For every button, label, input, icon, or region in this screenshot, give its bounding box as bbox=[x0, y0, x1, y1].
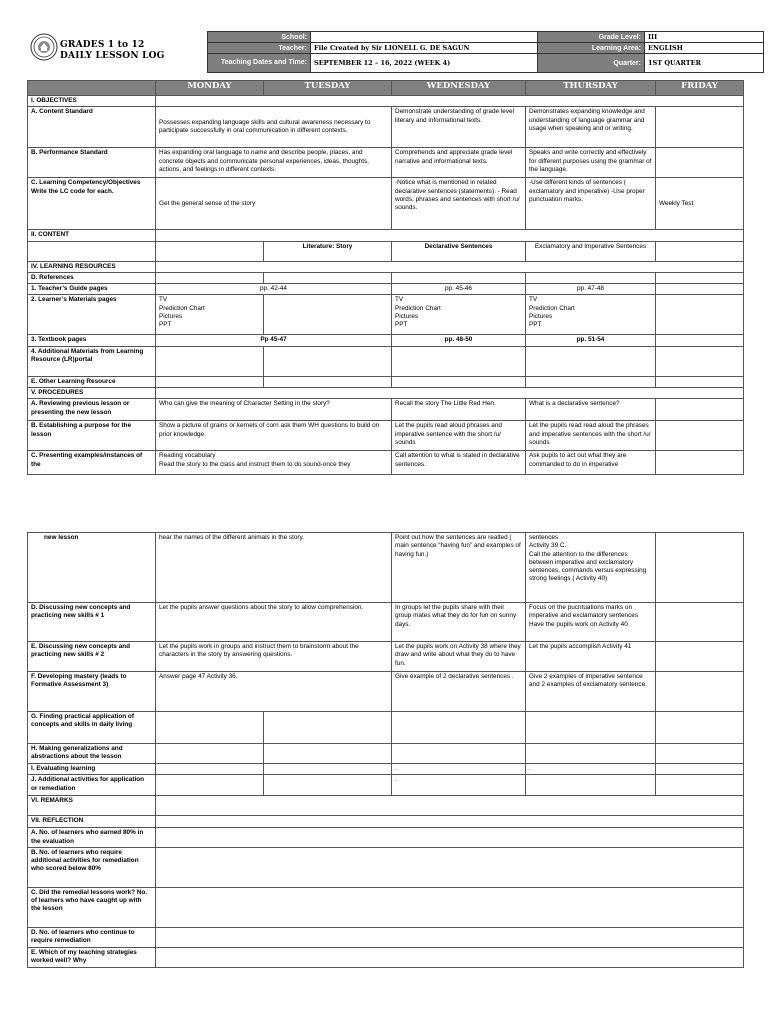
learning-competency-fri: Weekly Test bbox=[656, 178, 744, 230]
textbook-pages-label: 3. Textbook pages bbox=[28, 335, 156, 346]
table-row bbox=[28, 230, 744, 241]
content-standard-wed: Demonstrate understanding of grade level literary and informational texts. bbox=[392, 107, 526, 148]
procedure-f-mon: Answer page 47 Activity 36. bbox=[156, 672, 392, 712]
references-label: D. References bbox=[28, 272, 156, 283]
table-row bbox=[28, 816, 744, 828]
procedure-d-wed: In groups let the pupils share with their group mates what they do for fun on sunny days. bbox=[392, 603, 526, 642]
day-tuesday: TUESDAY bbox=[264, 81, 392, 96]
table-row bbox=[28, 887, 744, 927]
procedure-f-thu: Give 2 examples of imperative sentence and 2 examples of exclamatory sentence. bbox=[526, 672, 656, 712]
procedure-c-thu: Ask pupils to act out what they are commanded to do in imperative bbox=[526, 451, 656, 475]
learning-competency-mon: Get the general sense of the story bbox=[156, 178, 392, 230]
procedure-a-thu: What is a declarative sentence? bbox=[526, 399, 656, 421]
procedure-b-mon: Show a picture of grains or kernels of corn ask them WH questions to build on prior knowledge. bbox=[156, 421, 392, 451]
deped-seal-icon bbox=[30, 33, 58, 61]
table-row bbox=[28, 672, 744, 712]
new-lesson-wed: Point out how the sentences are realted ( main sentence “having fun” and examples of having fun.) bbox=[392, 533, 526, 603]
objectives-heading: I. OBJECTIVES bbox=[28, 96, 156, 107]
table-row bbox=[28, 642, 744, 672]
brand-title bbox=[60, 40, 165, 62]
procedure-e-wed: Let the pupils work on Activity 38 where they draw and write about what they do to have fun. bbox=[392, 642, 526, 672]
table-row bbox=[28, 451, 744, 475]
learners-materials-label: 2. Learner’s Materials pages bbox=[28, 295, 156, 335]
learning-competency-wed: -Notice what is mentioned in related declarative sentences (statements). - Read words, phrases and sentences with short /u/ sounds. bbox=[392, 178, 526, 230]
quarter-label: Quarter: bbox=[538, 54, 645, 73]
procedure-a-mon: Who can give the meaning of Character Setting in the story? bbox=[156, 399, 392, 421]
textbook-pages-thu: pp. 51-54 bbox=[526, 335, 656, 346]
remarks-heading: VI. REMARKS bbox=[28, 796, 156, 816]
procedure-f-wed: Give example of 2 declarative sentences . bbox=[392, 672, 526, 712]
procedure-d-label: D. Discussing new concepts and practicing new skills # 1 bbox=[28, 603, 156, 642]
table-row bbox=[28, 927, 744, 947]
table-row bbox=[28, 764, 744, 775]
procedure-h-label: H. Making generalizations and abstractions about the lesson bbox=[28, 744, 156, 764]
new-lesson-label: new lesson bbox=[28, 533, 156, 603]
learners-materials-thu: TV Prediction Chart Pictures PPT bbox=[526, 295, 656, 335]
grade-level-label: Grade Level: bbox=[538, 32, 645, 43]
textbook-pages-mon-tue: Pp 45-47 bbox=[156, 335, 392, 346]
reflection-a-label: A. No. of learners who earned 80% in the evaluation bbox=[28, 828, 156, 848]
new-lesson-thu: sentences Activity 39 C. Call the attention to the differences between imperative and exclamatory sentences, commands versus expressing strong feelings ( Activity 40) bbox=[526, 533, 656, 603]
procedure-b-thu: Let the pupils read read aloud the phrases and imperative sentences with the short /u/ sounds bbox=[526, 421, 656, 451]
lesson-log-table-page-1 bbox=[27, 80, 744, 475]
teachers-guide-wed: pp. 45-46 bbox=[392, 284, 526, 295]
procedure-i-wed: . bbox=[392, 764, 526, 775]
procedure-c-label: C. Presenting examples/instances of the bbox=[28, 451, 156, 475]
brand-line-1: GRADES 1 to 12 bbox=[60, 40, 145, 50]
procedure-g-label: G. Finding practical application of concepts and skills in daily living bbox=[28, 712, 156, 744]
content-standard-label: A. Content Standard bbox=[28, 107, 156, 148]
learning-area-value: ENGLISH bbox=[645, 43, 764, 54]
procedure-f-label: F. Developing mastery (leads to Formative Assessment 3) bbox=[28, 672, 156, 712]
other-learning-resource-label: E. Other Learning Resource bbox=[28, 376, 156, 387]
table-row bbox=[28, 796, 744, 816]
textbook-pages-wed: pp. 48-50 bbox=[392, 335, 526, 346]
procedure-d-mon: Let the pupils answer questions about the story to allow comprehension. bbox=[156, 603, 392, 642]
day-monday: MONDAY bbox=[156, 81, 264, 96]
performance-standard-label: B. Performance Standard bbox=[28, 148, 156, 178]
procedure-c-mon: Reading vocabulary Read the story to the class and instruct them to do sound-once they bbox=[156, 451, 392, 475]
table-row bbox=[28, 241, 744, 261]
day-friday: FRIDAY bbox=[656, 81, 744, 96]
table-row bbox=[28, 148, 744, 178]
school-value bbox=[311, 32, 538, 43]
quarter-value: 1ST QUARTER bbox=[645, 54, 764, 73]
table-row bbox=[28, 603, 744, 642]
lesson-log-table-page-2 bbox=[27, 532, 744, 968]
performance-standard-mon: Has expanding oral language to name and describe people, places, and concrete objects and communicate personal experiences, ideas, thoughts, actions, and feelings in different contexts. bbox=[156, 148, 392, 178]
table-row bbox=[28, 335, 744, 346]
content-standard-thu: Demonstrates expanding knowledge and understanding of language grammar and usage when speaking and or writing. bbox=[526, 107, 656, 148]
procedure-e-mon: Let the pupils work in groups and instruct them to brainstorm about the characters in the story by answering questions. bbox=[156, 642, 392, 672]
content-thu: Exclamatory and Imperative Sentences bbox=[526, 241, 656, 261]
table-row bbox=[28, 421, 744, 451]
procedure-j-wed: . bbox=[392, 775, 526, 796]
content-heading: II. CONTENT bbox=[28, 230, 156, 241]
new-lesson-mon: hear the names of the different animals in the story. bbox=[156, 533, 392, 603]
day-thursday: THURSDAY bbox=[526, 81, 656, 96]
teacher-label: Teacher: bbox=[208, 43, 311, 54]
table-row bbox=[28, 775, 744, 796]
table-row bbox=[28, 96, 744, 107]
table-row bbox=[28, 376, 744, 387]
procedure-d-thu: Focus on the pucntuations marks on imperative and exclamatory sentences Have the pupils work on Activity 40 bbox=[526, 603, 656, 642]
procedure-e-label: E. Discussing new concepts and practicing new skills # 2 bbox=[28, 642, 156, 672]
performance-standard-thu: Speaks and write correctly and effectively for different purposes using the grammar of the language. bbox=[526, 148, 656, 178]
procedure-b-label: B. Establishing a purpose for the lesson bbox=[28, 421, 156, 451]
additional-materials-label: 4. Additional Materials from Learning Resource (LR)portal bbox=[28, 346, 156, 376]
procedure-c-wed: Call attention to what is stated in declarative sentences. bbox=[392, 451, 526, 475]
table-row bbox=[28, 533, 744, 603]
reflection-c-label: C. Did the remedial lessons work? No. of learners who have caught up with the lesson bbox=[28, 887, 156, 927]
brand-line-2: DAILY LESSON LOG bbox=[60, 51, 165, 61]
procedure-a-wed: Recall the story The Little Red Hen. bbox=[392, 399, 526, 421]
learning-area-label: Learning Area: bbox=[538, 43, 645, 54]
school-label: School: bbox=[208, 32, 311, 43]
reflection-e-label: E. Which of my teaching strategies worked well? Why bbox=[28, 947, 156, 967]
learners-materials-mon: TV Prediction Chart Pictures PPT bbox=[156, 295, 264, 335]
table-row bbox=[28, 107, 744, 148]
procedure-b-wed: Let the pupils read aloud phrases and imperative sentence with the short /u/ sounds bbox=[392, 421, 526, 451]
learning-competency-thu: -Use different kinds of sentences ( exclamatory and imperative) -Use proper punctuation marks. bbox=[526, 178, 656, 230]
procedure-a-label: A. Reviewing previous lesson or presenting the new lesson bbox=[28, 399, 156, 421]
table-row bbox=[28, 947, 744, 967]
learning-competency-label: C. Learning Competency/Objectives Write the LC code for each. bbox=[28, 178, 156, 230]
table-row bbox=[28, 284, 744, 295]
performance-standard-wed: Comprehends and appreciate grade level narrative and informational texts. bbox=[392, 148, 526, 178]
teacher-value: File Created by Sir LIONELL G. DE SAGUN bbox=[311, 43, 538, 54]
reflection-b-label: B. No. of learners who require additional activities for remediation who scored below 80% bbox=[28, 847, 156, 887]
table-row bbox=[28, 261, 744, 272]
table-row bbox=[28, 847, 744, 887]
learners-materials-wed: TV Prediction Chart Pictures PPT bbox=[392, 295, 526, 335]
learning-resources-heading: IV. LEARNING RESOURCES bbox=[28, 261, 156, 272]
table-row bbox=[28, 388, 744, 399]
procedures-heading: V. PROCEDURES bbox=[28, 388, 156, 399]
day-wednesday: WEDNESDAY bbox=[392, 81, 526, 96]
grade-level-value: III bbox=[645, 32, 764, 43]
table-row bbox=[28, 295, 744, 335]
content-tue: Literature: Story bbox=[264, 241, 392, 261]
content-wed: Declarative Sentences bbox=[392, 241, 526, 261]
procedure-e-thu: Let the pupils accomplish Activity 41 bbox=[526, 642, 656, 672]
teachers-guide-label: 1. Teacher’s Guide pages bbox=[28, 284, 156, 295]
teaching-dates-label: Teaching Dates and Time: bbox=[208, 54, 311, 73]
header-info-table bbox=[207, 31, 764, 73]
table-row bbox=[28, 272, 744, 283]
table-row bbox=[28, 828, 744, 848]
content-standard-mon: Possesses expanding language skills and cultural awareness necessary to participate successfully in oral communication in different contexts. bbox=[156, 107, 392, 148]
table-row bbox=[28, 712, 744, 744]
day-header-row bbox=[28, 81, 744, 96]
teaching-dates-value: SEPTEMBER 12 – 16, 2022 (WEEK 4) bbox=[311, 54, 538, 73]
procedure-i-thu: . bbox=[526, 764, 656, 775]
reflection-d-label: D. No. of learners who continue to require remediation bbox=[28, 927, 156, 947]
table-row bbox=[28, 346, 744, 376]
procedure-j-label: J. Additional activities for application or remediation bbox=[28, 775, 156, 796]
teachers-guide-mon-tue: pp. 42-44 bbox=[156, 284, 392, 295]
reflection-heading: VII. REFLECTION bbox=[28, 816, 156, 828]
table-row bbox=[28, 178, 744, 230]
table-row bbox=[28, 399, 744, 421]
teachers-guide-thu: pp. 47-48 bbox=[526, 284, 656, 295]
procedure-i-label: I. Evaluating learning bbox=[28, 764, 156, 775]
table-row bbox=[28, 744, 744, 764]
